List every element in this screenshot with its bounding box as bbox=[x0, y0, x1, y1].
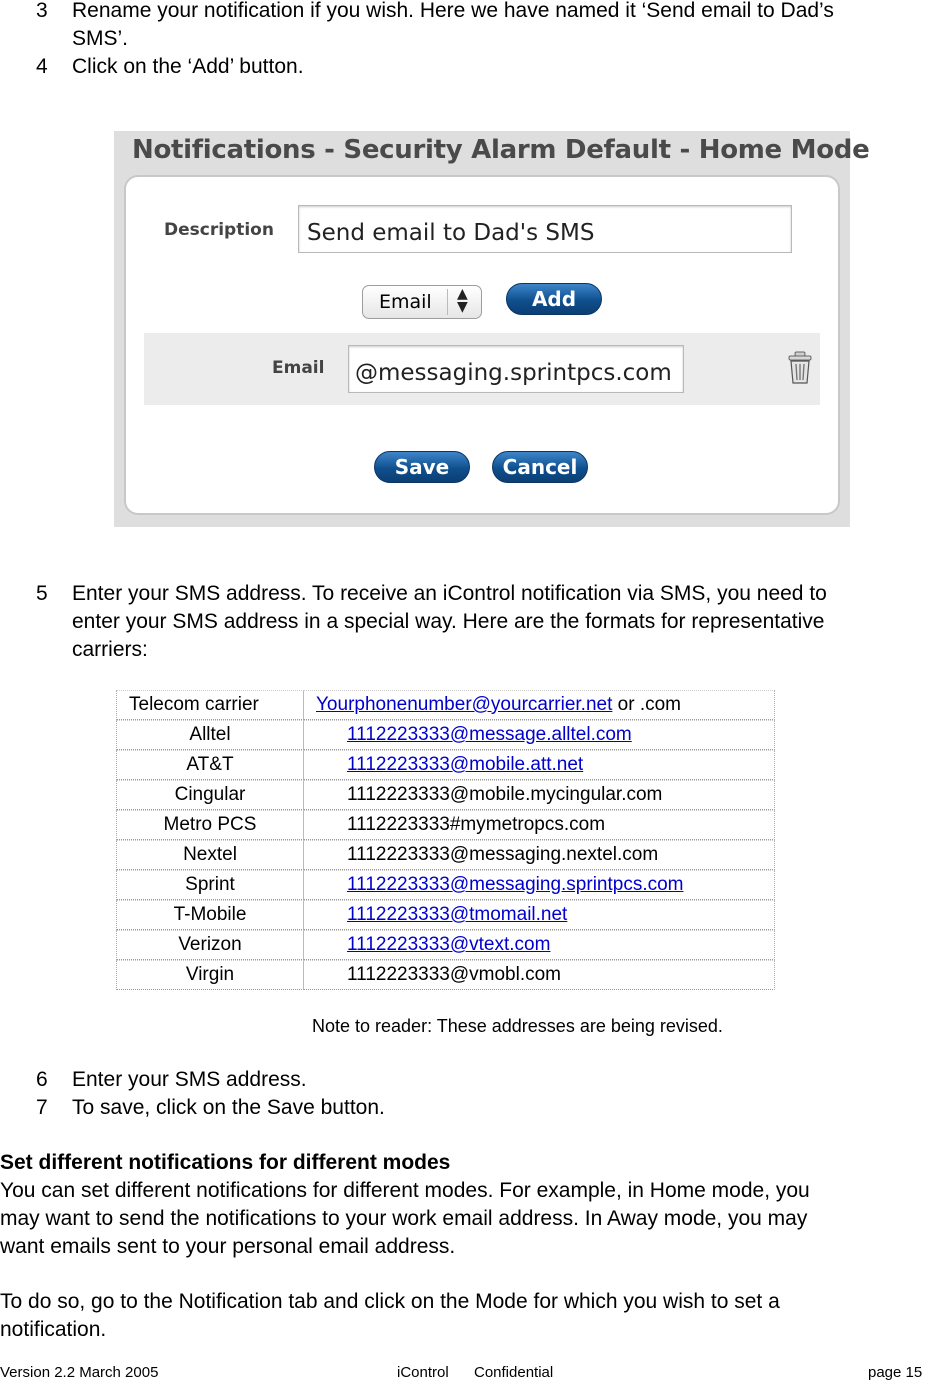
carrier-name: Nextel bbox=[116, 840, 304, 870]
select-value: Email bbox=[379, 291, 432, 313]
carrier-format-table bbox=[116, 690, 775, 990]
email-row bbox=[144, 333, 820, 405]
notification-panel bbox=[114, 131, 870, 527]
step-text: Click on the ‘Add’ button. bbox=[72, 55, 304, 78]
section-para1-line2: may want to send the notifications to your work email address. In Away mode, you may bbox=[0, 1207, 808, 1230]
carrier-address-cell bbox=[304, 930, 775, 960]
carrier-address: 1112223333@vmobl.com bbox=[347, 964, 561, 985]
updown-arrows-icon: ▲ ▼ bbox=[457, 286, 468, 315]
carrier-address: 1112223333@messaging.nextel.com bbox=[347, 844, 659, 865]
notification-type-select[interactable] bbox=[362, 285, 482, 319]
add-button[interactable]: Add bbox=[506, 283, 602, 315]
step-number: 5 bbox=[36, 582, 48, 605]
carrier-address-cell bbox=[304, 810, 775, 840]
carrier-name: Virgin bbox=[116, 960, 304, 990]
table-row bbox=[116, 900, 775, 930]
table-row bbox=[116, 930, 775, 960]
step-text: Rename your notification if you wish. Here we have named it ‘Send email to Dad’s bbox=[72, 0, 834, 22]
footer-page-number: page 15 bbox=[868, 1364, 923, 1381]
save-button[interactable]: Save bbox=[374, 451, 470, 483]
footer-company: iControl bbox=[397, 1364, 449, 1381]
carrier-address-link[interactable]: 1112223333@message.alltel.com bbox=[347, 724, 632, 745]
carrier-address: 1112223333#mymetropcs.com bbox=[347, 814, 606, 835]
table-row bbox=[116, 960, 775, 990]
carrier-address-cell bbox=[304, 960, 775, 990]
header-format bbox=[304, 690, 775, 720]
description-input[interactable]: Send email to Dad's SMS bbox=[298, 205, 792, 253]
panel-title: Notifications - Security Alarm Default - Home Mode bbox=[132, 135, 870, 165]
carrier-name: Cingular bbox=[116, 780, 304, 810]
notification-form bbox=[124, 175, 840, 515]
step-text: To save, click on the Save button. bbox=[72, 1096, 385, 1119]
carrier-address-link[interactable]: 1112223333@vtext.com bbox=[347, 934, 551, 955]
step-text: Enter your SMS address. To receive an iControl notification via SMS, you need to bbox=[72, 582, 827, 605]
footer-version: Version 2.2 March 2005 bbox=[0, 1364, 159, 1381]
section-para2-line1: To do so, go to the Notification tab and click on the Mode for which you wish to set a bbox=[0, 1290, 780, 1313]
carrier-address-cell bbox=[304, 780, 775, 810]
carrier-address-link[interactable]: 1112223333@tmomail.net bbox=[347, 904, 568, 925]
trash-icon[interactable] bbox=[787, 351, 813, 385]
section-para1-line1: You can set different notifications for different modes. For example, in Home mode, you bbox=[0, 1179, 810, 1202]
table-note: Note to reader: These addresses are being revised. bbox=[312, 1016, 723, 1036]
footer-confidential: Confidential bbox=[474, 1364, 554, 1381]
step-number: 6 bbox=[36, 1068, 48, 1091]
carrier-name: Sprint bbox=[116, 870, 304, 900]
email-address-input[interactable]: @messaging.sprintpcs.com bbox=[348, 345, 684, 393]
step-number: 4 bbox=[36, 55, 48, 78]
step-text: SMS’. bbox=[72, 27, 129, 50]
step-number: 7 bbox=[36, 1096, 48, 1119]
description-label: Description bbox=[164, 220, 274, 240]
carrier-address-cell bbox=[304, 900, 775, 930]
carrier-address-link[interactable]: 1112223333@mobile.att.net bbox=[347, 754, 584, 775]
carrier-name: T-Mobile bbox=[116, 900, 304, 930]
format-suffix: or .com bbox=[612, 694, 681, 715]
header-carrier: Telecom carrier bbox=[116, 690, 304, 720]
table-row bbox=[116, 780, 775, 810]
section-heading: Set different notifications for different modes bbox=[0, 1151, 451, 1174]
table-header-row bbox=[116, 690, 775, 720]
table-row bbox=[116, 840, 775, 870]
select-divider bbox=[447, 289, 448, 315]
carrier-name: Metro PCS bbox=[116, 810, 304, 840]
cancel-button[interactable]: Cancel bbox=[492, 451, 588, 483]
section-para2-line2: notification. bbox=[0, 1318, 107, 1341]
table-row bbox=[116, 750, 775, 780]
carrier-name: Alltel bbox=[116, 720, 304, 750]
table-row bbox=[116, 870, 775, 900]
section-para1-line3: want emails sent to your personal email address. bbox=[0, 1235, 456, 1258]
carrier-name: AT&T bbox=[116, 750, 304, 780]
step-text: Enter your SMS address. bbox=[72, 1068, 307, 1091]
step-text: enter your SMS address in a special way. Here are the formats for representative bbox=[72, 610, 825, 633]
step-number: 3 bbox=[36, 0, 48, 22]
step-text: carriers: bbox=[72, 638, 148, 661]
format-link[interactable]: Yourphonenumber@yourcarrier.net bbox=[316, 694, 613, 715]
table-row bbox=[116, 810, 775, 840]
carrier-address-cell bbox=[304, 750, 775, 780]
carrier-address-cell bbox=[304, 840, 775, 870]
carrier-address-link[interactable]: 1112223333@messaging.sprintpcs.com bbox=[347, 874, 684, 895]
table-row bbox=[116, 720, 775, 750]
carrier-address: 1112223333@mobile.mycingular.com bbox=[347, 784, 663, 805]
carrier-name: Verizon bbox=[116, 930, 304, 960]
email-label: Email bbox=[272, 358, 325, 378]
carrier-address-cell bbox=[304, 870, 775, 900]
carrier-address-cell bbox=[304, 720, 775, 750]
